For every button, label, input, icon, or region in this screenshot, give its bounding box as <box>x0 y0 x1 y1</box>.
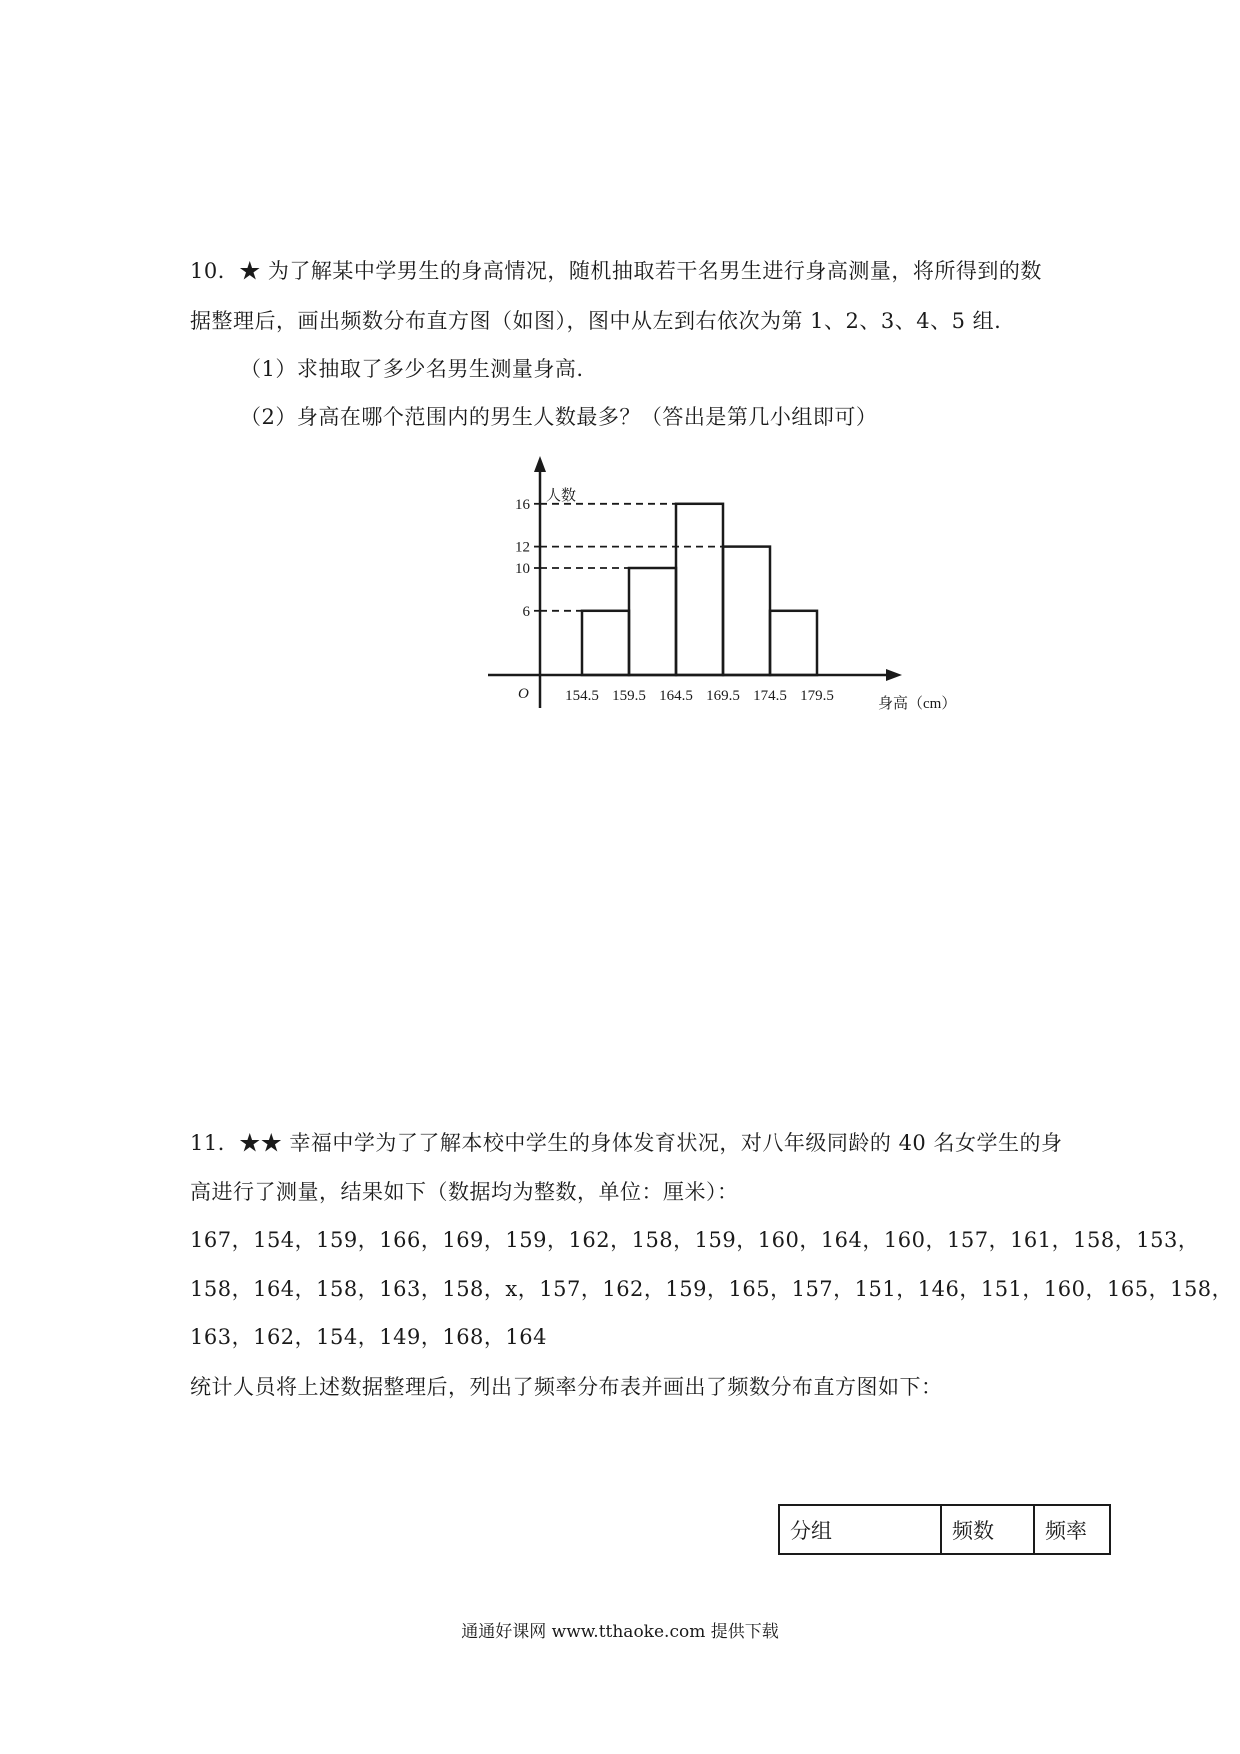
table-header-frequency-rate: 频率 <box>1034 1505 1110 1554</box>
x-tick-label-159.5: 159.5 <box>612 688 646 704</box>
q10-subquestion-2: （2）身高在哪个范围内的男生人数最多？（答出是第几小组即可） <box>240 405 878 429</box>
q11-text-line2: 高进行了测量，结果如下（数据均为整数，单位：厘米）： <box>190 1180 739 1204</box>
bar-group-2 <box>629 568 676 675</box>
y-axis-label: 人数 <box>546 488 577 504</box>
y-tick-label-6: 6 <box>522 603 530 620</box>
table-header-group: 分组 <box>779 1505 941 1554</box>
q11-data-line1: 167，154，159，166，169，159，162，158，159，160，164，160，157，161，158，153， <box>190 1228 1200 1252</box>
x-tick-label-174.5: 174.5 <box>753 688 787 704</box>
q11-text-line1: 11．★★ 幸福中学为了了解本校中学生的身体发育状况，对八年级同龄的 40 名女学生的身 <box>190 1131 1063 1155</box>
bar-group-4 <box>723 547 770 675</box>
x-axis-label: 身高（cm） <box>878 696 957 712</box>
y-tick-label-12: 12 <box>515 539 530 556</box>
q10-text-line2: 据整理后，画出频数分布直方图（如图），图中从左到右依次为第 1、2、3、4、5 组. <box>190 309 1002 333</box>
y-tick-label-10: 10 <box>515 561 530 577</box>
q10-subquestion-1: （1）求抽取了多少名男生测量身高. <box>240 357 584 381</box>
origin-label: O <box>518 686 529 702</box>
bar-group-1 <box>582 611 629 675</box>
frequency-table <box>778 1504 1111 1555</box>
bars <box>582 504 817 675</box>
table-header-frequency-count: 频数 <box>941 1505 1034 1554</box>
page-footer: 通通好课网 www.tthaoke.com 提供下载 <box>461 1622 779 1642</box>
x-tick-label-154.5: 154.5 <box>565 688 599 704</box>
x-tick-label-169.5: 169.5 <box>706 688 740 704</box>
q11-data-line2: 158，164，158，163，158，x，157，162，159，165，157，151，146，151，160，165，158， <box>190 1277 1234 1301</box>
table-header-row <box>779 1505 1110 1554</box>
y-tick-label-16: 16 <box>515 496 530 513</box>
x-tick-label-164.5: 164.5 <box>659 688 693 704</box>
q11-data-line3: 163，162，154，149，168，164 <box>190 1325 547 1349</box>
bar-group-3 <box>676 504 723 675</box>
x-axis-arrow <box>886 669 902 681</box>
q10-text-line1: 10．★ 为了解某中学男生的身高情况，随机抽取若干名男生进行身高测量，将所得到的数 <box>190 259 1042 283</box>
q11-text-line3: 统计人员将上述数据整理后，列出了频率分布表并画出了频数分布直方图如下： <box>190 1375 943 1399</box>
bar-group-5 <box>770 611 817 675</box>
y-axis-arrow <box>534 456 546 472</box>
x-tick-label-179.5: 179.5 <box>800 688 834 704</box>
height-histogram <box>470 450 980 720</box>
